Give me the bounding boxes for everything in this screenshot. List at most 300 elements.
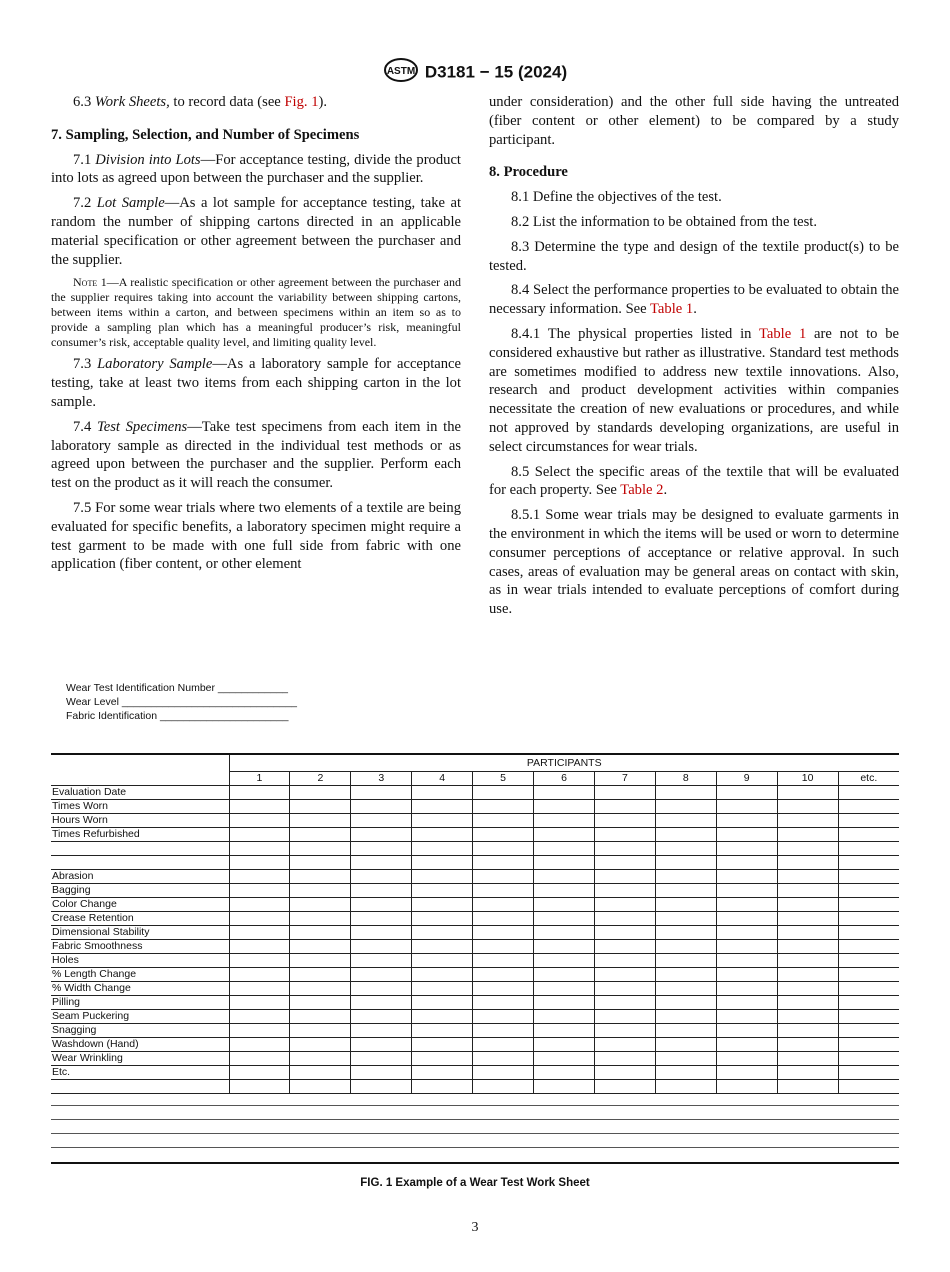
table-cell <box>351 898 412 912</box>
table-row <box>51 996 899 1010</box>
table-cell <box>229 786 290 800</box>
table-cell <box>290 814 351 828</box>
bottom-rule <box>51 1162 899 1164</box>
table-cell <box>473 1052 534 1066</box>
table-cell <box>290 1066 351 1080</box>
table-cell <box>655 898 716 912</box>
table-cell <box>290 1080 351 1094</box>
table-cell <box>412 1024 473 1038</box>
table-cell <box>534 1066 595 1080</box>
table-cell <box>594 996 655 1010</box>
table-cell <box>473 912 534 926</box>
table-cell <box>290 884 351 898</box>
row-label <box>51 1080 229 1094</box>
table-cell <box>534 884 595 898</box>
table-cell <box>229 884 290 898</box>
table-cell <box>412 1080 473 1094</box>
table-cell <box>716 982 777 996</box>
table-cell <box>290 828 351 842</box>
table-cell <box>716 1010 777 1024</box>
table-cell <box>655 1024 716 1038</box>
table-cell <box>290 1010 351 1024</box>
table-cell <box>290 968 351 982</box>
table-cell <box>655 800 716 814</box>
table-cell <box>412 926 473 940</box>
row-label <box>51 856 229 870</box>
table-cell <box>594 1080 655 1094</box>
table-cell <box>351 982 412 996</box>
table-cell <box>534 926 595 940</box>
row-label: Etc. <box>51 1066 229 1080</box>
table-cell <box>838 968 899 982</box>
table-cell <box>777 982 838 996</box>
table-row <box>51 800 899 814</box>
table-cell <box>412 912 473 926</box>
table-cell <box>534 842 595 856</box>
table-cell <box>777 1024 838 1038</box>
participant-column-header: 8 <box>655 772 716 786</box>
participant-column-header: 1 <box>229 772 290 786</box>
table-cell <box>777 800 838 814</box>
table-cell <box>534 856 595 870</box>
table-cell <box>594 940 655 954</box>
table-cell <box>777 1066 838 1080</box>
table-cell <box>412 800 473 814</box>
astm-logo-icon <box>383 57 419 88</box>
table-cell <box>655 1052 716 1066</box>
table-1-link[interactable]: Table 1 <box>650 301 694 318</box>
row-label: Snagging <box>51 1024 229 1038</box>
table-cell <box>777 814 838 828</box>
table-cell <box>594 968 655 982</box>
table-cell <box>838 926 899 940</box>
table-cell <box>838 828 899 842</box>
table-cell <box>655 1080 716 1094</box>
row-label: Times Refurbished <box>51 828 229 842</box>
table-cell <box>777 1010 838 1024</box>
table-cell <box>655 884 716 898</box>
para-7-5-continued: under consideration) and the other full side having the untreated (fiber content or other element) to be compared by a study participant. <box>489 94 899 148</box>
table-cell <box>594 954 655 968</box>
table-cell <box>655 912 716 926</box>
table-cell <box>229 1052 290 1066</box>
table-cell <box>473 996 534 1010</box>
table-cell <box>777 996 838 1010</box>
table-cell <box>838 1052 899 1066</box>
fig-1-link[interactable]: Fig. 1 <box>284 94 319 110</box>
table-cell <box>838 954 899 968</box>
table-cell <box>534 828 595 842</box>
table-cell <box>534 1080 595 1094</box>
row-label: Abrasion <box>51 870 229 884</box>
table-row <box>51 954 899 968</box>
table-cell <box>473 842 534 856</box>
table-cell <box>838 842 899 856</box>
table-cell <box>351 996 412 1010</box>
table-cell <box>716 800 777 814</box>
table-cell <box>229 968 290 982</box>
row-label: Hours Worn <box>51 814 229 828</box>
table-cell <box>412 1010 473 1024</box>
table-cell <box>655 786 716 800</box>
para-8-1: 8.1 Define the objectives of the test. <box>511 189 722 206</box>
table-cell <box>655 1038 716 1052</box>
table-cell <box>655 996 716 1010</box>
table-row <box>51 898 899 912</box>
para-8-4: 8.4 Select the performance properties to be evaluated to obtain the necessary information. See Table 1. <box>489 282 899 318</box>
table-cell <box>716 1066 777 1080</box>
table-cell <box>716 870 777 884</box>
table-cell <box>594 800 655 814</box>
table-cell <box>716 898 777 912</box>
table-row <box>51 912 899 926</box>
row-label: Bagging <box>51 884 229 898</box>
table-cell <box>229 1024 290 1038</box>
table-cell <box>655 926 716 940</box>
table-cell <box>473 1010 534 1024</box>
table-cell <box>473 926 534 940</box>
table-cell <box>716 786 777 800</box>
table-cell <box>290 940 351 954</box>
table-cell <box>351 954 412 968</box>
table-cell <box>229 828 290 842</box>
table-cell <box>412 996 473 1010</box>
table-cell <box>351 842 412 856</box>
table-cell <box>534 814 595 828</box>
table-row <box>51 884 899 898</box>
table-cell <box>351 926 412 940</box>
figure-caption: FIG. 1 Example of a Wear Test Work Sheet <box>360 1177 590 1189</box>
table-cell <box>716 884 777 898</box>
table-cell <box>229 898 290 912</box>
table-cell <box>716 814 777 828</box>
table-cell <box>838 1024 899 1038</box>
table-cell <box>777 968 838 982</box>
table-cell <box>594 1024 655 1038</box>
table-cell <box>534 968 595 982</box>
para-6-3: 6.3 Work Sheets, to record data (see Fig. 1). <box>73 94 328 110</box>
table-cell <box>290 786 351 800</box>
table-cell <box>473 982 534 996</box>
table-cell <box>473 940 534 954</box>
table-cell <box>412 884 473 898</box>
worksheet-fields <box>66 681 297 723</box>
table-cell <box>351 800 412 814</box>
table-cell <box>838 982 899 996</box>
participant-column-header: 9 <box>716 772 777 786</box>
para-7-1: 7.1 Division into Lots—For acceptance testing, divide the product into lots as agreed upon between the purchaser and the supplier. <box>51 151 461 187</box>
table-cell <box>534 800 595 814</box>
table-cell <box>838 870 899 884</box>
para-8-5: 8.5 Select the specific areas of the textile that will be evaluated for each property. See Table 2. <box>489 463 899 499</box>
table-cell <box>229 800 290 814</box>
table-cell <box>351 968 412 982</box>
para-7-5: 7.5 For some wear trials where two elements of a textile are being evaluated for specific benefits, a laboratory specimen might require a test garment to be made with one full side from fabric with one application (fiber content, or other element <box>51 499 461 573</box>
table-cell <box>412 968 473 982</box>
blank-line <box>51 1147 899 1148</box>
table-row <box>51 856 899 870</box>
table-cell <box>534 982 595 996</box>
table-cell <box>412 1038 473 1052</box>
table-cell <box>594 898 655 912</box>
table-cell <box>290 982 351 996</box>
participant-column-header: 4 <box>412 772 473 786</box>
table-cell <box>412 828 473 842</box>
table-cell <box>229 926 290 940</box>
participant-column-header: 2 <box>290 772 351 786</box>
para-7-4: 7.4 Test Specimens—Take test specimens from each item in the laboratory sample as directed in the individual test methods or as agreed upon between the purchaser and the supplier. Perform each test on the product as it will reach the consumer. <box>51 418 461 492</box>
participant-column-header: 5 <box>473 772 534 786</box>
table-cell <box>594 1038 655 1052</box>
participant-column-header: etc. <box>838 772 899 786</box>
participant-column-header: 6 <box>534 772 595 786</box>
blank-line <box>51 1105 899 1106</box>
table-cell <box>351 870 412 884</box>
table-cell <box>229 842 290 856</box>
right-column <box>489 93 899 625</box>
table-cell <box>594 1052 655 1066</box>
table-cell <box>594 912 655 926</box>
table-cell <box>594 884 655 898</box>
table-row <box>51 814 899 828</box>
table-cell <box>655 968 716 982</box>
para-7-2: 7.2 Lot Sample—As a lot sample for acceptance testing, take at random the number of shipping cartons directed in an applicable material specification or other agreement between the purchaser and the supplier. <box>51 195 461 268</box>
table-cell <box>716 856 777 870</box>
table-cell <box>534 898 595 912</box>
table-cell <box>716 1080 777 1094</box>
table-cell <box>290 842 351 856</box>
table-cell <box>290 996 351 1010</box>
table-cell <box>594 828 655 842</box>
table-cell <box>534 1010 595 1024</box>
table-cell <box>838 814 899 828</box>
table-cell <box>777 926 838 940</box>
table-cell <box>838 1010 899 1024</box>
table-cell <box>351 1038 412 1052</box>
table-cell <box>594 870 655 884</box>
row-label: Dimensional Stability <box>51 926 229 940</box>
table-cell <box>412 898 473 912</box>
table-cell <box>716 912 777 926</box>
table-cell <box>351 1024 412 1038</box>
table-cell <box>594 814 655 828</box>
table-cell <box>412 870 473 884</box>
section-8-heading: 8. Procedure <box>489 164 568 181</box>
table-cell <box>838 884 899 898</box>
table-cell <box>777 912 838 926</box>
table-cell <box>777 870 838 884</box>
table-cell <box>838 898 899 912</box>
table-row <box>51 1066 899 1080</box>
table-cell <box>716 996 777 1010</box>
table-cell <box>777 940 838 954</box>
table-row <box>51 1038 899 1052</box>
table-row <box>51 1052 899 1066</box>
table-cell <box>351 912 412 926</box>
table-cell <box>594 982 655 996</box>
table-cell <box>351 856 412 870</box>
table-cell <box>534 1024 595 1038</box>
table-cell <box>777 828 838 842</box>
table-cell <box>412 1066 473 1080</box>
table-cell <box>777 1080 838 1094</box>
table-cell <box>777 898 838 912</box>
table-cell <box>534 786 595 800</box>
table-cell <box>594 1010 655 1024</box>
table-cell <box>412 940 473 954</box>
page-header <box>0 57 950 88</box>
table-cell <box>838 856 899 870</box>
table-cell <box>838 1066 899 1080</box>
row-label: Wear Wrinkling <box>51 1052 229 1066</box>
note-1: Note 1—A realistic specification or other agreement between the purchaser and the supplier requires taking into account the variability between shipping cartons, between items within a carton, and between specimens within an item so as to provide a sampling plan which has a meaningful producer’s risk, meaningful consumer’s risk, acceptable quality level, and limiting quality level. <box>51 275 461 349</box>
table-cell <box>534 912 595 926</box>
table-cell <box>777 842 838 856</box>
table-cell <box>534 1052 595 1066</box>
table-cell <box>473 856 534 870</box>
table-cell <box>534 954 595 968</box>
table-cell <box>655 954 716 968</box>
table-cell <box>290 1038 351 1052</box>
table-cell <box>473 828 534 842</box>
section-7-heading: 7. Sampling, Selection, and Number of Specimens <box>51 126 360 143</box>
table-cell <box>229 856 290 870</box>
table-row <box>51 786 899 800</box>
table-cell <box>229 1010 290 1024</box>
table-row <box>51 828 899 842</box>
table-cell <box>229 912 290 926</box>
table-cell <box>473 954 534 968</box>
row-label <box>51 842 229 856</box>
table-cell <box>351 786 412 800</box>
table-cell <box>229 954 290 968</box>
table-cell <box>716 828 777 842</box>
table-cell <box>473 1024 534 1038</box>
table-cell <box>777 1038 838 1052</box>
row-label: Washdown (Hand) <box>51 1038 229 1052</box>
table-cell <box>534 940 595 954</box>
table-cell <box>229 940 290 954</box>
page-number: 3 <box>471 1220 479 1235</box>
row-label: Times Worn <box>51 800 229 814</box>
table-cell <box>290 898 351 912</box>
table-cell <box>473 814 534 828</box>
table-cell <box>594 926 655 940</box>
table-cell <box>290 954 351 968</box>
table-cell <box>838 940 899 954</box>
table-cell <box>655 842 716 856</box>
table-cell <box>412 856 473 870</box>
table-cell <box>716 1024 777 1038</box>
row-label: Pilling <box>51 996 229 1010</box>
table-cell <box>838 996 899 1010</box>
table-cell <box>290 912 351 926</box>
table-cell <box>290 800 351 814</box>
table-cell <box>655 828 716 842</box>
table-row <box>51 1024 899 1038</box>
table-cell <box>655 1066 716 1080</box>
table-cell <box>412 786 473 800</box>
table-cell <box>473 800 534 814</box>
blank-line <box>51 1119 899 1120</box>
svg-text:ASTM: ASTM <box>386 66 416 77</box>
table-cell <box>290 870 351 884</box>
table-cell <box>229 814 290 828</box>
wear-level-field: Wear Level ______________________________ <box>66 696 298 708</box>
table-cell <box>229 870 290 884</box>
table-2-link[interactable]: Table 2 <box>620 482 664 499</box>
table-cell <box>412 982 473 996</box>
table-cell <box>594 786 655 800</box>
table-cell <box>777 954 838 968</box>
participant-column-header: 3 <box>351 772 412 786</box>
para-8-3: 8.3 Determine the type and design of the textile product(s) to be tested. <box>489 238 899 274</box>
table-cell <box>777 1052 838 1066</box>
row-label: Crease Retention <box>51 912 229 926</box>
table-cell <box>655 982 716 996</box>
left-column <box>51 93 461 580</box>
table-cell <box>777 856 838 870</box>
table-cell <box>473 898 534 912</box>
table-cell <box>229 1038 290 1052</box>
table-cell <box>473 1038 534 1052</box>
table-cell <box>473 884 534 898</box>
table-cell <box>229 982 290 996</box>
table-cell <box>594 1066 655 1080</box>
table-cell <box>716 1038 777 1052</box>
row-label: Color Change <box>51 898 229 912</box>
table-cell <box>290 1024 351 1038</box>
table-cell <box>655 814 716 828</box>
table-row <box>51 940 899 954</box>
table-row <box>51 926 899 940</box>
table-cell <box>534 870 595 884</box>
table-cell <box>655 856 716 870</box>
table-cell <box>777 884 838 898</box>
table-cell <box>290 926 351 940</box>
table-row <box>51 870 899 884</box>
table-cell <box>351 1066 412 1080</box>
wear-test-worksheet-table <box>51 753 899 1094</box>
table-cell <box>716 954 777 968</box>
table-cell <box>412 1052 473 1066</box>
table-cell <box>473 786 534 800</box>
table-row <box>51 968 899 982</box>
table-cell <box>534 1038 595 1052</box>
table-cell <box>716 940 777 954</box>
table-1-link[interactable]: Table 1 <box>759 325 807 342</box>
table-cell <box>412 842 473 856</box>
fabric-id-field: Fabric Identification ______________________ <box>66 710 289 722</box>
table-cell <box>838 800 899 814</box>
document-id: D3181 − 15 (2024) <box>424 62 568 82</box>
table-cell <box>655 1010 716 1024</box>
table-cell <box>838 1038 899 1052</box>
blank-line <box>51 1133 899 1134</box>
table-cell <box>716 968 777 982</box>
table-cell <box>838 912 899 926</box>
row-label: % Width Change <box>51 982 229 996</box>
table-row <box>51 842 899 856</box>
table-cell <box>412 814 473 828</box>
table-row <box>51 1010 899 1024</box>
row-label: Seam Puckering <box>51 1010 229 1024</box>
table-cell <box>290 856 351 870</box>
table-cell <box>716 926 777 940</box>
row-label: Fabric Smoothness <box>51 940 229 954</box>
table-cell <box>473 870 534 884</box>
table-cell <box>716 842 777 856</box>
